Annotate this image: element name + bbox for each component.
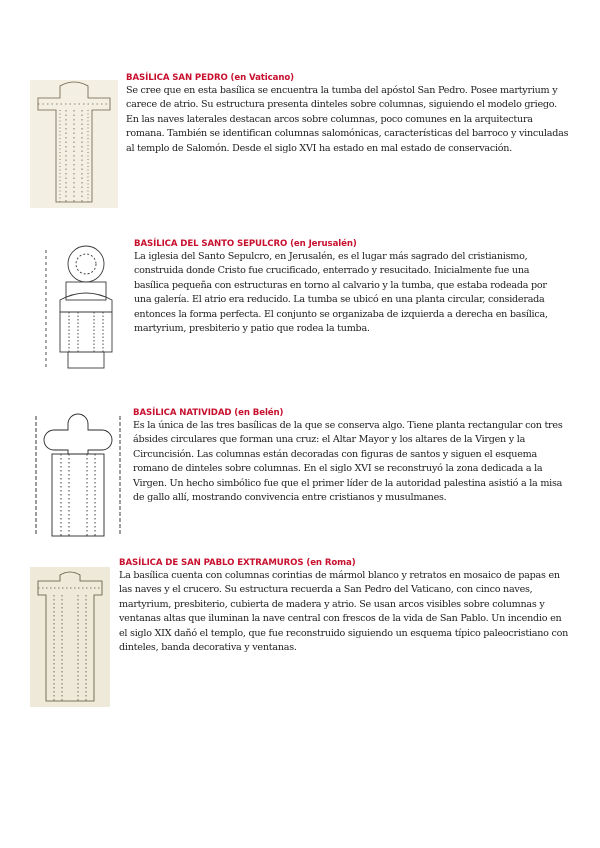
- san-pedro-floor-plan-image: [30, 80, 118, 208]
- san-pedro-description: Se cree que en esta basílica se encuentra la tumba del apóstol San Pedro. Posee martyrium y carece de atrio. Su estructura presenta dinteles sobre columnas, siguiendo el modelo griego. En las naves laterales destacan arcos sobre columnas, poco comunes en la arquitectura romana. También se identifican columnas salomónicas, características del barroco y vinculadas al templo de Salomón. Desde el siglo XVI ha estado en mal estado de conservación.: [126, 85, 569, 154]
- santo-sepulcro-floor-plan-image: [36, 240, 128, 376]
- san-pablo-title: BASÍLICA DE SAN PABLO EXTRAMUROS (en Roma): [119, 558, 356, 568]
- natividad-floor-plan-image: [32, 410, 124, 540]
- san-pablo-floor-plan-image: [30, 567, 110, 707]
- santo-sepulcro-description: La iglesia del Santo Sepulcro, en Jerusalén, es el lugar más sagrado del cristianismo, construida donde Cristo fue crucificado, enterrado y resucitado. Inicialmente fue una basílica pequeña con estructuras en torno al calvario y la tumba, que estaba rodeada por una galería. El atrio era reducido. La tumba se ubicó en una planta circular, considerada entonces la forma perfecta. El conjunto se organizaba de izquierda a derecha en basílica, martyrium, presbiterio y patio que rodea la tumba.: [134, 251, 548, 335]
- san-pablo-description: La basílica cuenta con columnas corintias de mármol blanco y retratos en mosaico de papas en las naves y el crucero. Su estructura recuerda a San Pedro del Vaticano, con cinco naves, martyrium, presbiterio, cubierta de madera y atrio. Se usan arcos visibles sobre columnas y ventanas altas que iluminan la nave central con frescos de la vida de San Pablo. Un incendio en el siglo XIX dañó el templo, que fue reconstruido siguiendo un esquema típico paleocristiano con dinteles, banda decorativa y ventanas.: [119, 570, 569, 654]
- santo-sepulcro-title: BASÍLICA DEL SANTO SEPULCRO (en Jerusalén): [134, 239, 357, 249]
- san-pedro-title: BASÍLICA SAN PEDRO (en Vaticano): [126, 73, 294, 83]
- natividad-description: Es la única de las tres basílicas de la que se conserva algo. Tiene planta rectangular con tres ábsides circulares que forman una cruz: el Altar Mayor y los altares de la Virgen y la Circuncisión. Las columnas están decoradas con figuras de santos y siguen el esquema romano de dinteles sobre columnas. En el siglo XVI se reconstruyó la zona dedicada a la Virgen. Un hecho simbólico fue que el primer líder de la autoridad palestina asistió a la misa de gallo allí, mostrando convivencia entre cristianos y musulmanes.: [133, 420, 563, 504]
- natividad-title: BASÍLICA NATIVIDAD (en Belén): [133, 408, 284, 418]
